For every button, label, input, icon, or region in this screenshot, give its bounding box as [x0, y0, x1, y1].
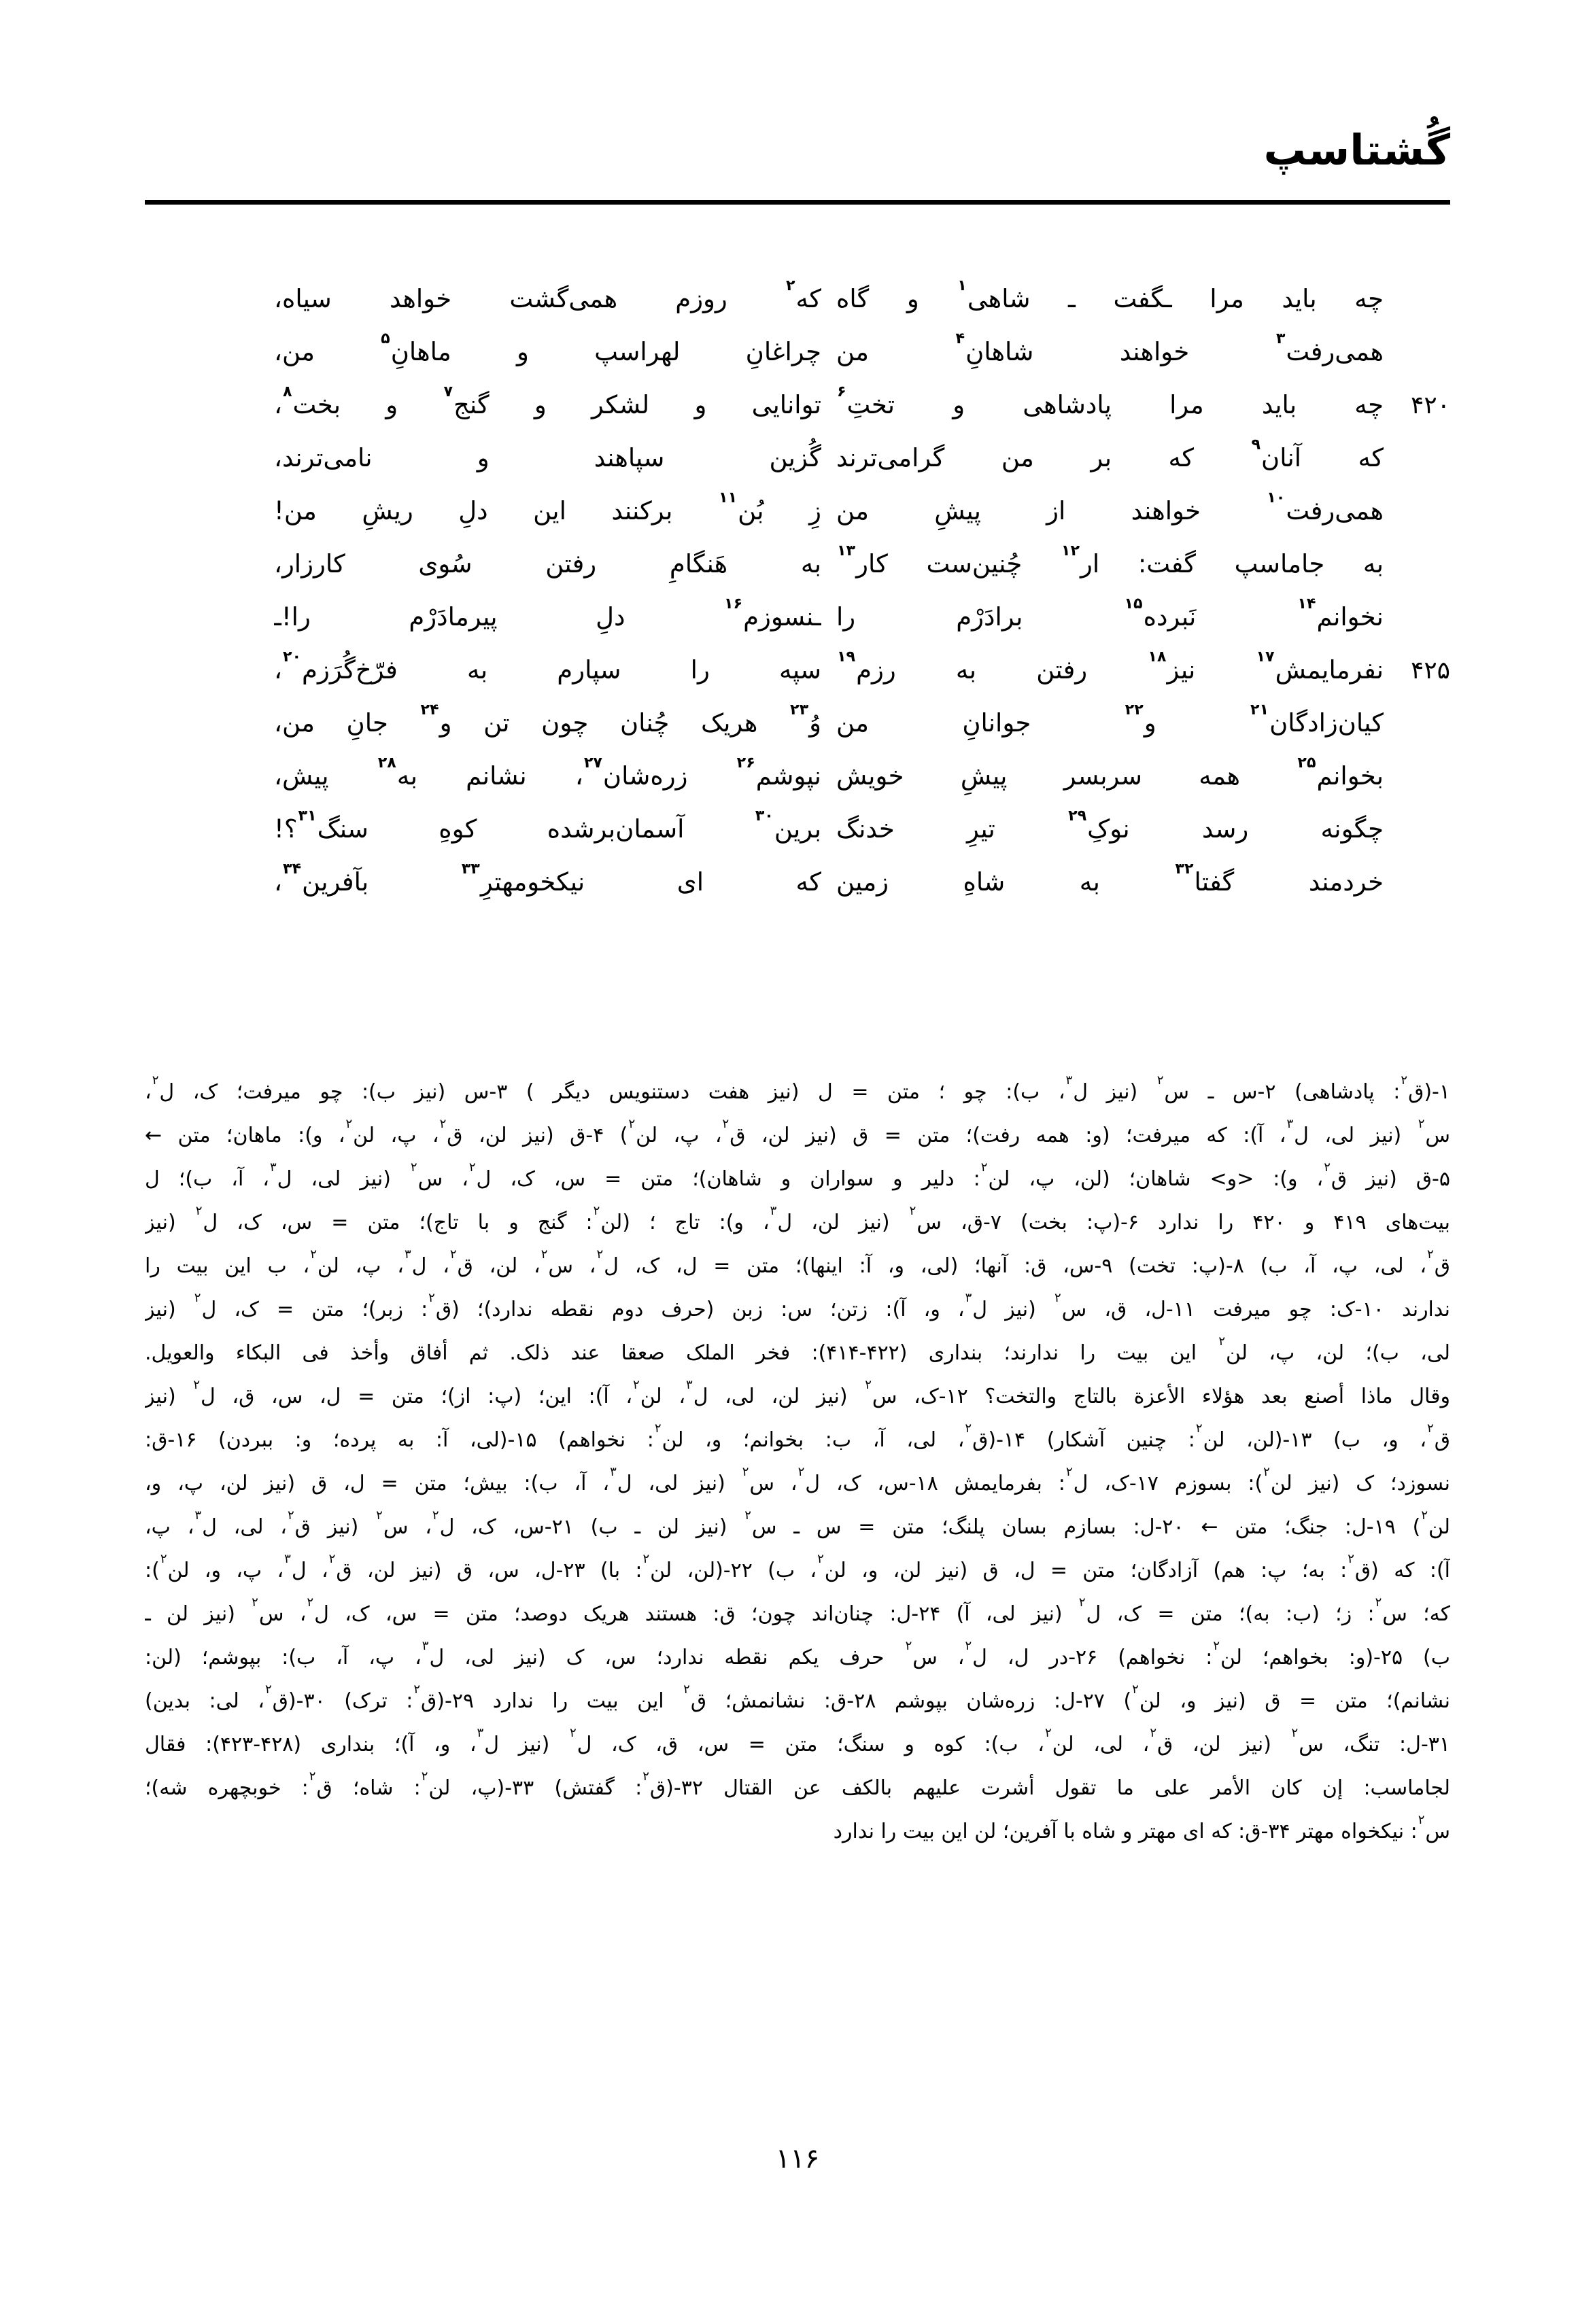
footnote-line: لن$^۲$) ۱۹-ل: جنگ؛ متن ← ۲۰-ل: بسازم بسان پلنگ؛ متن = س ـ س$^۲$ (نیز لن ـ ب) ۲۱-س، ک، ل$^۲$، س$^۲$ (نیز ق$^۲$، لی، ل$^۳$، پ، — [145, 1508, 1450, 1540]
hemistich-second: گُزین سپاهند و نامی‌ترند، — [274, 443, 821, 473]
book-page — [0, 126, 1595, 2324]
poem — [145, 273, 1450, 909]
footnote-line: نسوزد؛ ک (نیز لن$^۲$): بسوزم ۱۷-ک، ل$^۲$: بفرمایمش ۱۸-س، ک، ل$^۲$، س$^۲$ (نیز لی، ل$^۳$، آ، ب): بیش؛ متن = ل، ق (نیز لن، پ، و، — [145, 1465, 1450, 1496]
verse-row — [274, 485, 1450, 538]
hemistich-first: خردمند گفتا$^{۳۲}$ به شاهِ زمین — [836, 859, 1384, 897]
page-title: گُشتاسپ — [1263, 125, 1450, 175]
hemistich-second: ـنسوزم$^{۱۶}$ دلِ پیرمادَرْم را!ـ — [274, 594, 821, 632]
verse-row — [274, 856, 1450, 909]
hemistich-first: چه باید مرا پادشاهی و تختِ$^۶$ — [837, 382, 1384, 420]
page-number: ۱۱۶ — [775, 2143, 820, 2174]
footnote-line: ندارند ۱۰-ک: چو میرفت ۱۱-ل، ق، س$^۲$ (نیز ل$^۳$، و، آ): زتن؛ س: زبن (حرف دوم نقطه ندارد)؛ (ق$^۲$: زبر)؛ متن = ک، ل$^۲$ (نیز — [145, 1291, 1450, 1322]
hemistich-second: چراغانِ لهراسپ و ماهانِ$^۵$ من، — [274, 329, 821, 367]
footnote-line: وقال ماذا أصنع بعد هؤلاء الأعزة بالتاج والتخت؟ ۱۲-ک، س$^۲$ (نیز لن، لی، ل$^۳$، لن$^۲$، آ): این؛ (پ: از)؛ متن = ل، س، ق، ل$^۲$ (نیز — [145, 1378, 1450, 1409]
hemistich-first: همی‌رفت$^{۱۰}$ خواهند از پیشِ من — [836, 488, 1384, 526]
hemistich-first: کیان‌زادگان$^{۲۱}$ و$^{۲۲}$ جوانانِ من — [836, 700, 1384, 738]
hemistich-second: توانایی و لشکر و گنج$^۷$ و بخت$^۸$، — [274, 382, 821, 420]
verse-number: ۴۲۰ — [1410, 391, 1450, 419]
hemistich-second: که$^۲$ روزم همی‌گشت خواهد سیاه، — [274, 276, 821, 314]
hemistich-second: نپوشم$^{۲۶}$ زره‌شان$^{۲۷}$، نشانم به$^{۲۸}$ پیش، — [274, 753, 821, 791]
footnote-line: س$^۲$: نیکخواه مهتر ۳۴-ق: که ای مهتر و شاه با آفرین؛ لن این بیت را ندارد — [833, 1813, 1450, 1844]
hemistich-first: بخوانم$^{۲۵}$ همه سربسر پیشِ خویش — [836, 753, 1384, 791]
hemistich-first: چگونه رسد نوکِ$^{۲۹}$ تیرِ خدنگ — [836, 806, 1384, 844]
footnote-line: که؛ س$^۲$: ز؛ (ب: به)؛ متن = ک، ل$^۲$ (نیز لی، آ) ۲۴-ل: چنان‌اند چون؛ ق: هستند هریک دوصد؛ متن = س، ک، ل$^۲$، س$^۲$ (نیز لن ـ — [145, 1595, 1450, 1627]
footnote-line: س$^۲$ (نیز لی، ل$^۳$، آ): که میرفت؛ (و: همه رفت)؛ متن = ق (نیز لن، ق$^۲$، پ، لن$^۲$) ۴-ق (نیز لن، ق$^۲$، پ، لن$^۲$، و): ماهان؛ متن ← — [145, 1117, 1450, 1148]
hemistich-first: نفرمایمش$^{۱۷}$ نیز$^{۱۸}$ رفتن به رزم$^{۱۹}$ — [837, 647, 1384, 685]
verse-row — [274, 803, 1450, 856]
footnote-line: ۵-ق (نیز ق$^۲$، و): <و> شاهان؛ (لن، پ، لن$^۲$: دلیر و سواران و شاهان)؛ متن = س، ک، ل$^۲$، س$^۲$ (نیز لی، ل$^۳$، آ، ب)؛ ل — [145, 1160, 1450, 1192]
footnote-line: ۳۱-ل: تنگ، س$^۲$ (نیز لن، ق$^۲$، لی، لن$^۲$، ب): کوه و سنگ؛ متن = س، ق، ک، ل$^۲$ (نیز ل$^۳$، و، آ)؛ بنداری (۴۲۸-۴۲۳): فقال — [145, 1726, 1450, 1757]
footnote-line: ق$^۲$، و، ب) ۱۳-(لن، لن$^۲$: چنین آشکار) ۱۴-(ق$^۲$، لی، آ، ب: بخوانم؛ و، لن$^۲$: نخواهم) ۱۵-(لی، آ: به پرده؛ و: ببردن) ۱۶-ق: — [145, 1421, 1450, 1453]
verse-number: ۴۲۵ — [1410, 656, 1450, 684]
verse-row — [274, 644, 1450, 697]
hemistich-second: که ای نیکخومهترِ$^{۳۳}$ بآفرین$^{۳۴}$، — [274, 859, 821, 897]
hemistich-second: برین$^{۳۰}$ آسمان‌برشده کوهِ سنگ$^{۳۱}$؟! — [274, 806, 821, 844]
verse-row — [274, 538, 1450, 591]
footnote-line: نشانم)؛ متن = ق (نیز و، لن$^۲$) ۲۷-ل: زره‌شان بپوشم ۲۸-ق: نشانمش؛ ق$^۲$ این بیت را ندارد ۲۹-(ق$^۲$: ترک) ۳۰-(ق$^۲$، لی: بدین) — [145, 1682, 1450, 1714]
footnote-line: لجاماسب: إن کان الأمر علی ما تقول أشرت علیهم بالکف عن القتال ۳۲-(ق$^۲$: گفتش) ۳۳-(پ، لن$^۲$: شاه؛ ق$^۲$: خوبچهره شه)؛ — [145, 1769, 1450, 1801]
hemistich-first: به جاماسپ گفت: ار$^{۱۲}$ چُنین‌ست کار$^{۱۳}$ — [837, 541, 1384, 579]
footnote-line: ق$^۲$، لی، پ، آ، ب) ۸-(پ: تخت) ۹-س، ق: آنها؛ (لی، و، آ: اینها)؛ متن = ل، ک، ل$^۲$، س$^۲$، لن، ق$^۲$، ل$^۳$، پ، لن$^۲$، ب این بیت را — [145, 1247, 1450, 1279]
text-block — [145, 126, 1450, 1854]
footnote-line: بیت‌های ۴۱۹ و ۴۲۰ را ندارد ۶-(پ: بخت) ۷-ق، س$^۲$ (نیز لن، ل$^۳$، و): تاج ؛ (لن$^۲$: گنج و با تاج)؛ متن = س، ک، ل$^۲$ (نیز — [145, 1204, 1450, 1235]
hemistich-second: وُ$^{۲۳}$ هریک چُنان چون تن و$^{۲۴}$ جانِ من، — [274, 700, 821, 738]
verse-row — [274, 273, 1450, 326]
hemistich-first: همی‌رفت$^۳$ خواهند شاهانِ$^۴$ من — [836, 329, 1384, 367]
header-rule — [145, 200, 1450, 205]
hemistich-second: سپه را سپارم به فرّخ‌گُرَزم$^{۲۰}$، — [274, 647, 821, 685]
hemistich-first: نخوانم$^{۱۴}$ نَبرده$^{۱۵}$ برادَرْم را — [836, 594, 1384, 632]
verse-row — [274, 591, 1450, 644]
page-header — [145, 126, 1450, 205]
verse-row — [274, 750, 1450, 803]
hemistich-second: زِ بُن$^{۱۱}$ برکنند این دلِ ریشِ من! — [274, 488, 821, 526]
footnote-line: آ): که (ق$^۲$: به؛ پ: هم) آزادگان؛ متن = ل، ق (نیز لن، و، لن$^۲$، ب) ۲۲-(لن، لن$^۲$: با) ۲۳-ل، س، ق (نیز لن، ق$^۲$، ل$^۳$، پ، و، لن$^۲$): — [145, 1552, 1450, 1583]
footnote-line: ب) ۲۵-(و: بخواهم؛ لن$^۲$: نخواهم) ۲۶-در ل، ل$^۲$، س$^۲$ حرف یکم نقطه ندارد؛ س، ک (نیز لی، ل$^۳$، پ، آ، ب): بپوشم؛ (لن: — [145, 1639, 1450, 1670]
verse-row — [274, 379, 1450, 432]
verse-row — [274, 697, 1450, 750]
verse-row — [274, 432, 1450, 485]
hemistich-second: به هَنگامِ رفتن سُوی کارزار، — [274, 549, 821, 579]
verse-row — [274, 326, 1450, 379]
hemistich-first: که آنان$^۹$ که بر من گرامی‌ترند — [836, 435, 1384, 473]
footnote-line: ۱-(ق$^۲$: پادشاهی) ۲-س ـ س$^۲$ (نیز ل$^۳$، ب): چو ؛ متن = ل (نیز هفت دستنویس دیگر ) ۳-س (نیز ب): چو میرفت؛ ک، ل$^۲$، — [145, 1073, 1450, 1105]
footnote-line: لی، ب)؛ لن، پ، لن$^۲$ این بیت را ندارند؛ بنداری (۴۲۲-۴۱۴): فخر الملک صعقا عند ذلک. ثم أفاق وأخذ فی البکاء والعویل. — [145, 1334, 1450, 1366]
critical-apparatus — [145, 1071, 1450, 1854]
hemistich-first: چه باید مرا ـگفت ـ شاهی$^۱$ و گاه — [836, 276, 1384, 314]
